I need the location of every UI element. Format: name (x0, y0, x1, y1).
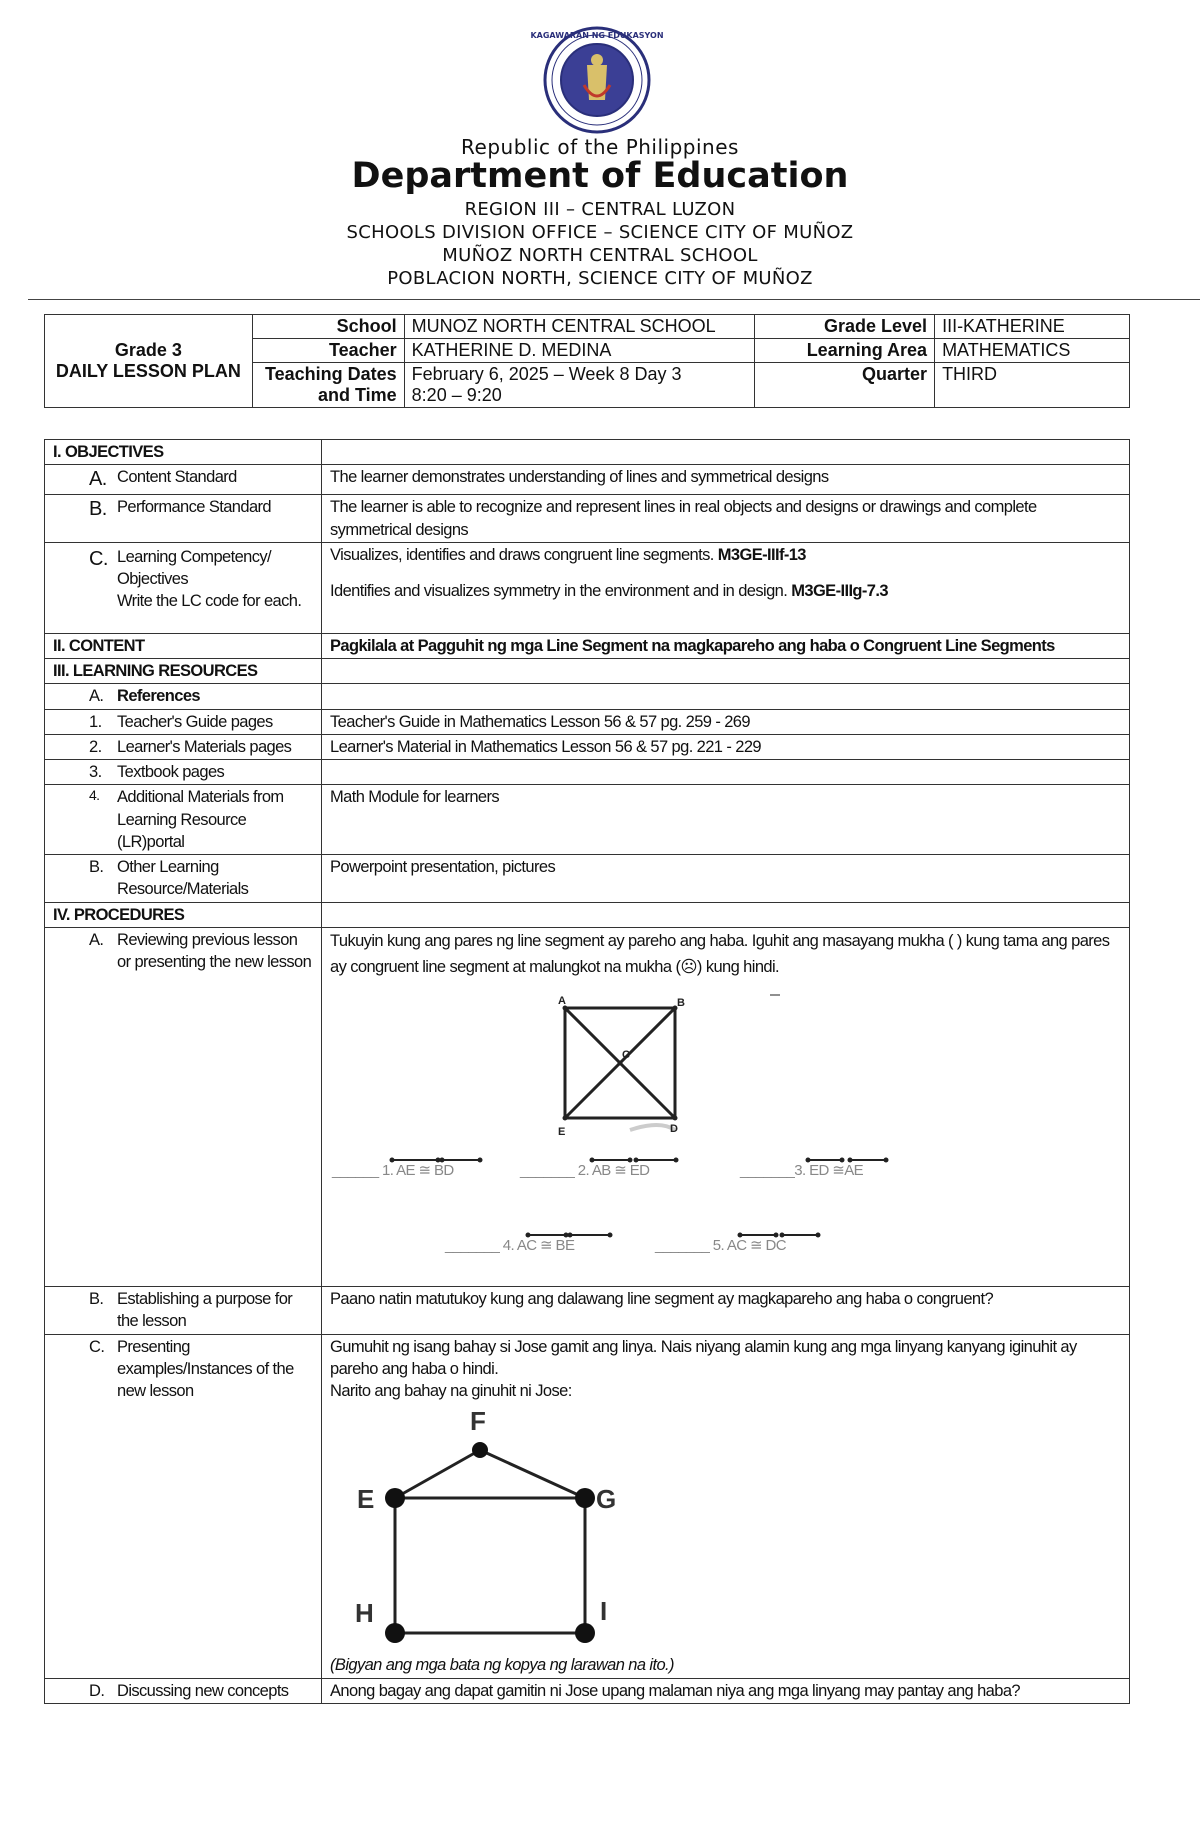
am-text: Additional Materials from Learning Resource (LR)portal (117, 788, 284, 851)
lm-value: Learner's Material in Mathematics Lesson 56 & 57 pg. 221 - 229 (322, 734, 1130, 759)
dates-label-line2: and Time (317, 385, 397, 405)
competency-letter: C. (89, 547, 108, 570)
purpose-text: Establishing a purpose for the lesson (117, 1289, 293, 1331)
present-paragraph-2: Narito ang bahay na ginuhit ni Jose: (330, 1382, 572, 1401)
fig-point-e: E (558, 1126, 565, 1139)
tb-text: Textbook pages (117, 763, 225, 782)
address-line: POBLACION NORTH, SCIENCE CITY OF MUÑOZ (387, 268, 813, 289)
fig-point-b: B (677, 997, 685, 1010)
lm-num: 2. (89, 737, 102, 756)
dates-value-line: February 6, 2025 – Week 8 Day 3 (411, 364, 682, 384)
learning-area-label: Learning Area (755, 339, 935, 363)
competency-label (45, 542, 322, 633)
performance-standard-value: The learner is able to recognize and represent lines in real objects and designs or drawings and complete symmetrical designs (322, 495, 1130, 543)
performance-standard-label (45, 495, 322, 543)
review-letter: A. (89, 930, 104, 949)
competency-1 (330, 544, 1121, 566)
grade-level-label: Grade Level (755, 315, 935, 339)
ol-value: Powerpoint presentation, pictures (322, 855, 1130, 903)
ol-text: Other Learning Resource/Materials (117, 858, 249, 899)
content-standard-value: The learner demonstrates understanding of lines and symmetrical designs (322, 465, 1130, 495)
review-item-1: ______ 1. AE ≅ BD (332, 1162, 454, 1180)
house-point-h: H (355, 1598, 374, 1629)
house-point-f: F (470, 1406, 486, 1437)
am-label (45, 785, 322, 855)
competency-2 (330, 580, 1121, 602)
review-instruction: Tukuyin kung ang pares ng line segment ay pareho ang haba. Iguhit ang masayang mukha ( ) kung tama ang pares ay congruent line segment at malungkot na mukha (☹) kung hindi. (330, 931, 1110, 976)
competency-1-text: Visualizes, identifies and draws congruent line segments. (330, 545, 714, 564)
house-figure (330, 1402, 630, 1654)
house-point-e: E (357, 1484, 374, 1515)
review-item-2: _______ 2. AB ≅ ED (520, 1162, 650, 1180)
dates-value (404, 363, 755, 408)
seal-text: KAGAWARAN NG EDUKASYON (530, 31, 664, 40)
competency-label-text: Learning Competency/ Objectives (117, 547, 272, 589)
department-title: Department of Education (351, 156, 849, 196)
teacher-value: KATHERINE D. MEDINA (404, 339, 755, 363)
tb-label (45, 760, 322, 785)
grade-label: Grade 3 (114, 340, 182, 360)
dates-label-line1: Teaching Dates (264, 364, 397, 384)
am-num: 4. (89, 787, 100, 804)
congruent-segments-figure (330, 980, 1120, 1265)
lm-label (45, 734, 322, 759)
references-label (45, 684, 322, 709)
square-diagram (565, 1008, 675, 1130)
review-item-4: _______ 4. AC ≅ BE (445, 1237, 575, 1255)
competency-1-code: M3GE-IIIf-13 (717, 545, 806, 564)
procedures-blank (322, 902, 1130, 927)
performance-standard-letter: B. (89, 498, 107, 521)
ol-letter: B. (89, 858, 104, 877)
objectives-blank (322, 440, 1130, 465)
tb-value (322, 760, 1130, 785)
lm-text: Learner's Materials pages (117, 737, 292, 756)
learning-area-value: MATHEMATICS (935, 339, 1130, 363)
teacher-label: Teacher (252, 339, 404, 363)
discuss-letter: D. (89, 1681, 105, 1700)
grade-level-value: III-KATHERINE (935, 315, 1130, 339)
purpose-value: Paano natin matutukoy kung ang dalawang line segment ay magkapareho ang haba o congruent? (322, 1286, 1130, 1334)
content-standard-text: Content Standard (117, 468, 237, 487)
tg-num: 1. (89, 712, 102, 731)
tb-num: 3. (89, 763, 102, 782)
resources-heading: III. LEARNING RESOURCES (45, 659, 322, 684)
content-standard-label (45, 465, 322, 495)
discuss-label (45, 1678, 322, 1703)
discuss-value: Anong bagay ang dapat gamitin ni Jose upang malaman niya ang mga linyang may pantay ang haba? (322, 1678, 1130, 1703)
review-value (322, 927, 1130, 1286)
house-point-g: G (596, 1484, 616, 1515)
plan-title: DAILY LESSON PLAN (55, 361, 241, 381)
procedures-heading: IV. PROCEDURES (45, 902, 322, 927)
competency-note: Write the LC code for each. (117, 592, 302, 611)
quarter-value: THIRD (935, 363, 1130, 408)
division-line: SCHOOLS DIVISION OFFICE – SCIENCE CITY OF MUÑOZ (346, 222, 854, 243)
school-value: MUNOZ NORTH CENTRAL SCHOOL (404, 315, 755, 339)
present-letter: C. (89, 1337, 105, 1356)
references-letter: A. (89, 687, 104, 706)
fig-point-d: D (670, 1123, 678, 1136)
resources-blank (322, 659, 1130, 684)
school-line: MUÑOZ NORTH CENTRAL SCHOOL (442, 245, 758, 266)
purpose-letter: B. (89, 1289, 104, 1308)
deped-seal-logo (530, 25, 664, 135)
competency-value (322, 542, 1130, 633)
tg-value: Teacher's Guide in Mathematics Lesson 56 & 57 pg. 259 - 269 (322, 709, 1130, 734)
plan-title-cell (45, 315, 253, 408)
review-text: Reviewing previous lesson or presenting the new lesson (117, 930, 312, 972)
dates-label (252, 363, 404, 408)
review-label (45, 927, 322, 1286)
tg-text: Teacher's Guide pages (117, 712, 273, 731)
objectives-heading: I. OBJECTIVES (45, 440, 322, 465)
review-item-3: _______3. ED ≅AE (740, 1162, 864, 1180)
house-point-i: I (600, 1596, 607, 1627)
tg-label (45, 709, 322, 734)
fig-point-c: C (622, 1049, 630, 1062)
lesson-plan-table (44, 439, 1130, 1704)
header-divider (28, 299, 1200, 300)
competency-spacer (330, 566, 1121, 580)
competency-2-code: M3GE-IIIg-7.3 (791, 582, 888, 601)
school-label: School (252, 315, 404, 339)
fig-point-a: A (558, 995, 566, 1008)
present-value (322, 1334, 1130, 1678)
content-value: Pagkilala at Pagguhit ng mga Line Segment na magkapareho ang haba o Congruent Line Segments (322, 633, 1130, 658)
present-paragraph-1: Gumuhit ng isang bahay si Jose gamit ang linya. Nais niyang alamin kung ang mga linyang kanyang iginuhit ay pareho ang haba o hindi. (330, 1337, 1077, 1378)
references-blank (322, 684, 1130, 709)
present-note: (Bigyan ang mga bata ng kopya ng larawan na ito.) (330, 1656, 674, 1675)
review-item-5: _______ 5. AC ≅ DC (655, 1237, 787, 1255)
present-label (45, 1334, 322, 1678)
ol-label (45, 855, 322, 903)
purpose-label (45, 1286, 322, 1334)
present-text: Presenting examples/Instances of the new lesson (117, 1337, 294, 1401)
performance-standard-text: Performance Standard (117, 498, 272, 517)
discuss-text: Discussing new concepts (117, 1681, 289, 1700)
lesson-info-table (44, 314, 1130, 408)
references-text: References (117, 687, 200, 706)
content-heading: II. CONTENT (45, 633, 322, 658)
quarter-label: Quarter (755, 363, 935, 408)
region-line: REGION III – CENTRAL LUZON (464, 199, 736, 220)
competency-2-text: Identifies and visualizes symmetry in the environment and in design. (330, 582, 788, 601)
republic-line: Republic of the Philippines (461, 135, 739, 159)
time-value-line: 8:20 – 9:20 (411, 385, 502, 405)
am-value: Math Module for learners (322, 785, 1130, 855)
content-standard-letter: A. (89, 468, 107, 491)
